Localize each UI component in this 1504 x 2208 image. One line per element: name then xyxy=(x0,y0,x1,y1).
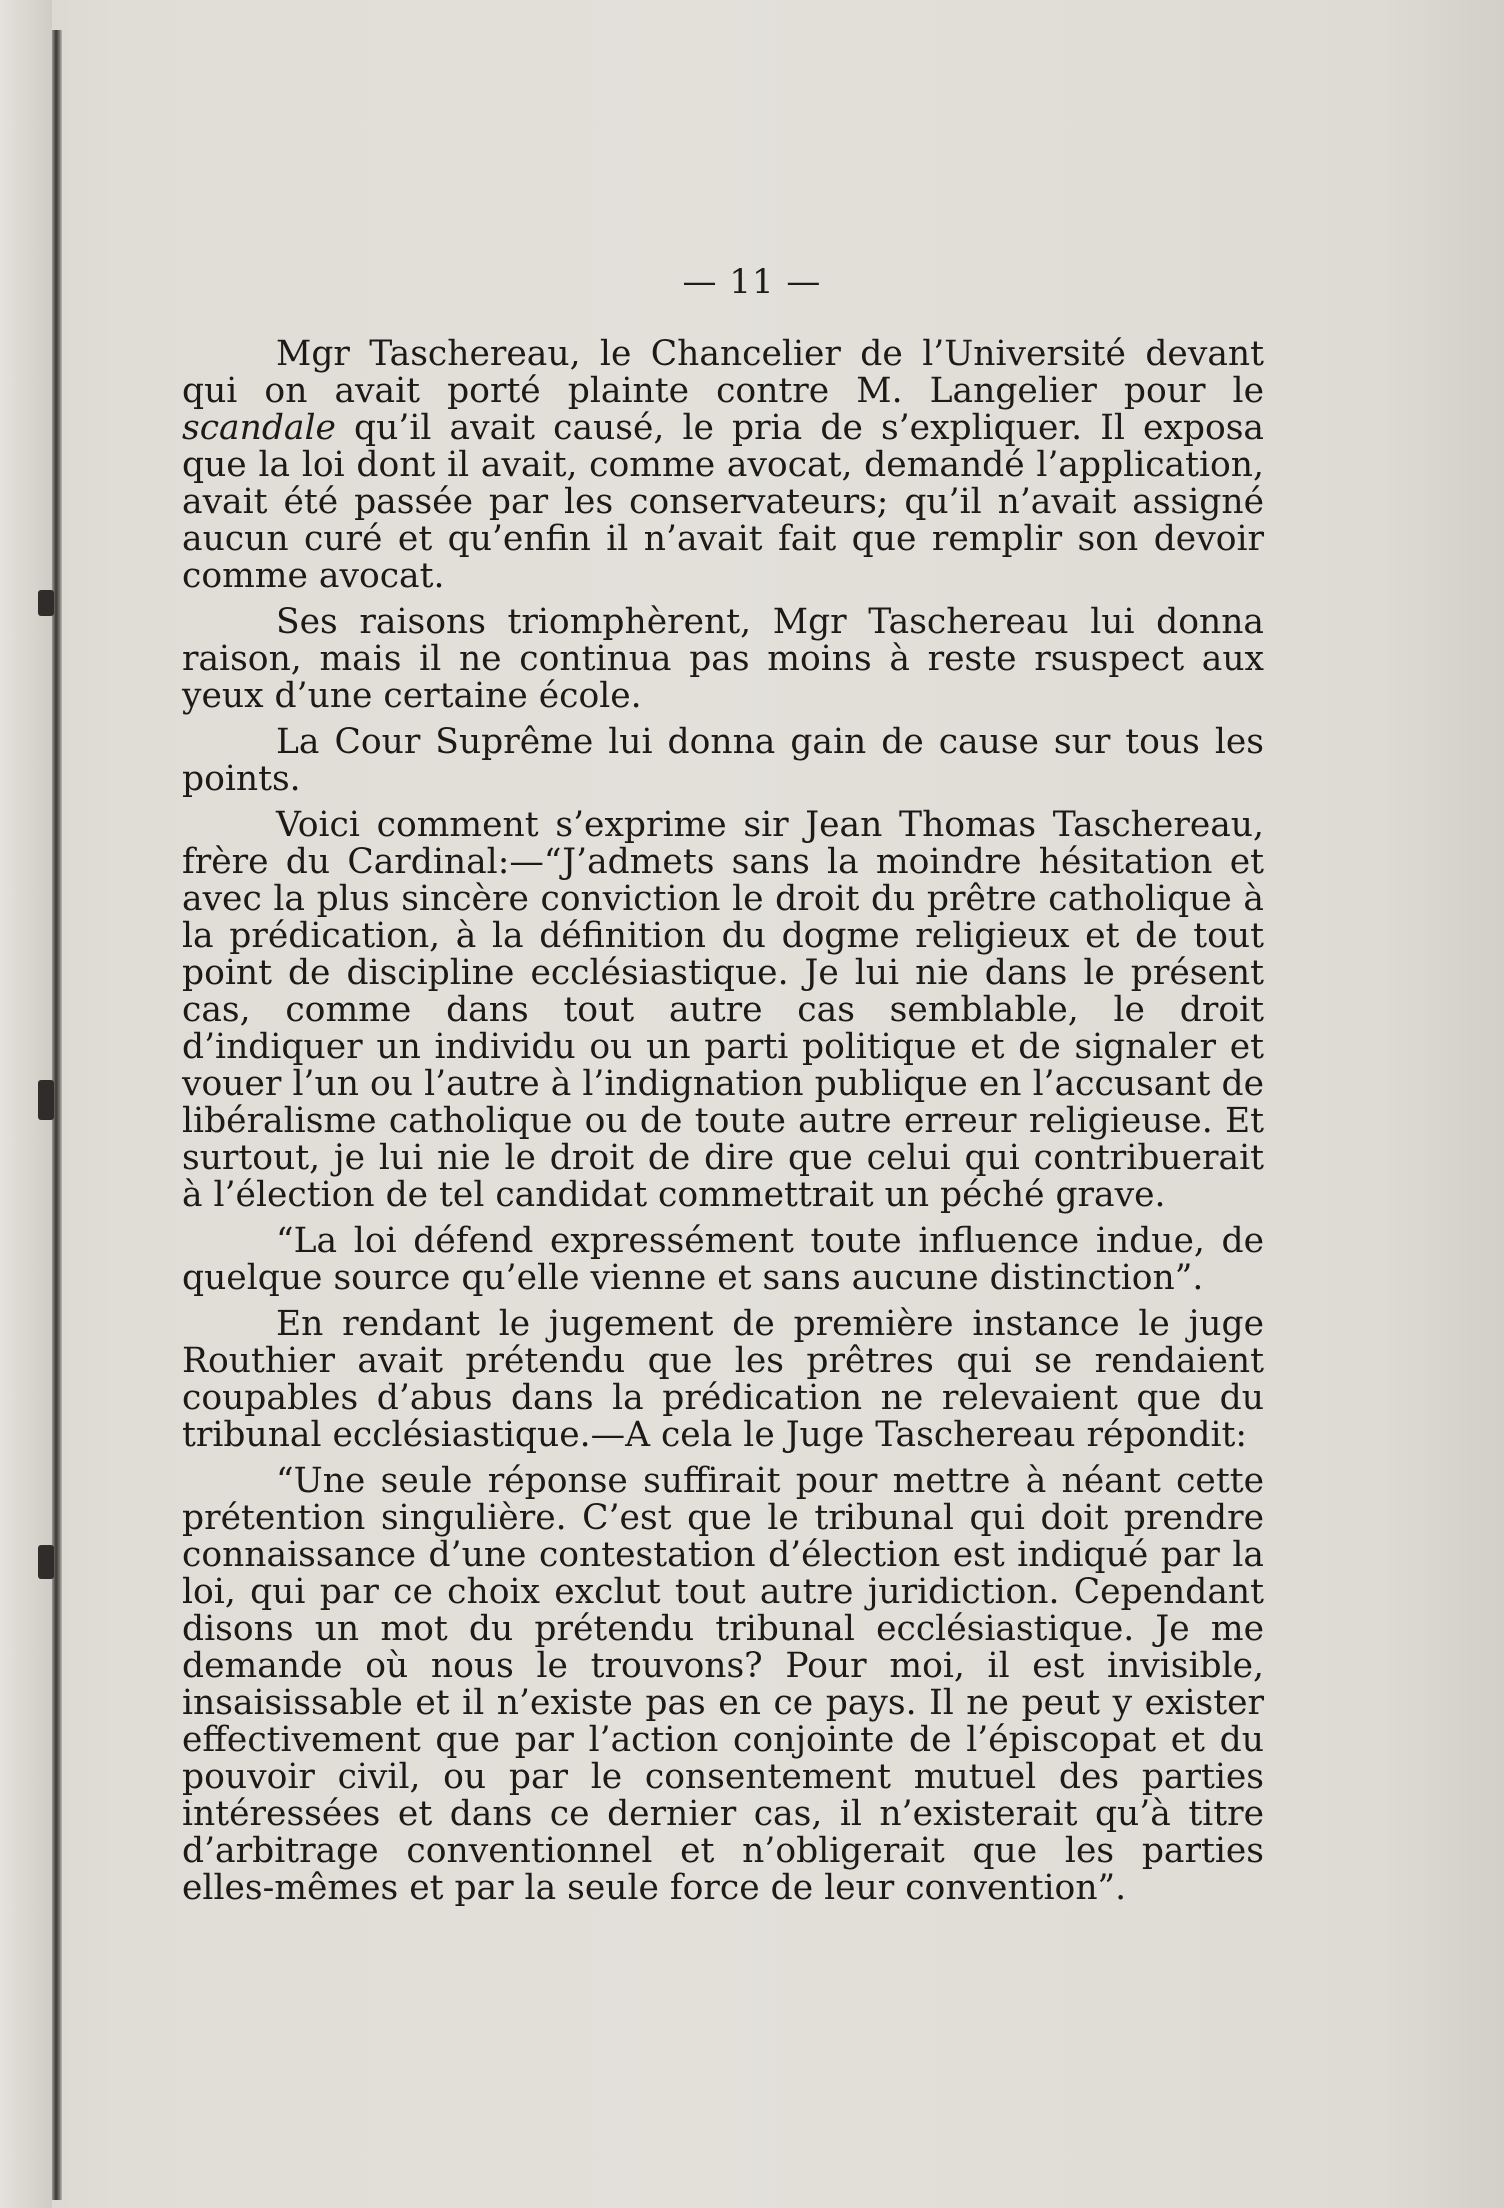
page-number: — 11 — xyxy=(682,262,822,302)
italic-word: scandale xyxy=(182,408,336,448)
paragraph: Ses raisons triomphèrent, Mgr Taschereau lui donna raison, mais il ne continua pas moins à reste rsuspect aux yeux d’une certaine école. xyxy=(182,602,1264,716)
paragraph-text: Mgr Taschereau, le Chancelier de l’Université devant qui on avait porté plainte contre M. Langelier pour le xyxy=(182,334,1264,411)
binding-mark xyxy=(38,1545,54,1579)
paragraph: Voici comment s’exprime sir Jean Thomas Taschereau, frère du Cardinal:—“J’admets sans la moindre hésitation et avec la plus sincère conviction le droit du prêtre catholique à la prédication, à la définition du dogme religieux et de tout point de discipline ecclésiastique. Je lui nie dans le présent cas, comme dans tout autre cas semblable, le droit d’indiquer un individu ou un parti politique et de signaler et vouer l’un ou l’autre à l’indignation publique en l’accusant de libéralisme catholique ou de toute autre erreur religieuse. Et surtout, je lui nie le droit de dire que celui qui contribuerait à l’élection de tel candidat commettrait un péché grave. xyxy=(182,805,1264,1215)
body-text xyxy=(182,336,1264,1916)
binding-mark xyxy=(38,1080,54,1120)
paragraph: “Une seule réponse suffirait pour mettre à néant cette prétention singulière. C’est que le tribunal qui doit prendre connaissance d’une contestation d’élection est indiqué par la loi, qui par ce choix exclut tout autre juridiction. Cependant disons un mot du prétendu tribunal ecclésiastique. Je me demande où nous le trouvons? Pour moi, il est invisible, insaisissable et il n’existe pas en ce pays. Il ne peut y exister effectivement que par l’action conjointe de l’épiscopat et du pouvoir civil, ou par le consentement mutuel des parties intéressées et dans ce dernier cas, il n’existerait qu’à titre d’arbitrage conventionnel et n’obligerait que les parties elles-mêmes et par la seule force de leur convention”. xyxy=(182,1461,1264,1908)
binding-mark xyxy=(38,590,54,616)
paragraph: La Cour Suprême lui donna gain de cause sur tous les points. xyxy=(182,722,1264,799)
paragraph-text: qu’il avait causé, le pria de s’expliquer. Il exposa que la loi dont il avait, comme avocat, demandé l’application, avait été passée par les conservateurs; qu’il n’avait assigné aucun curé et qu’enfin il n’avait fait que remplir son devoir comme avocat. xyxy=(182,408,1264,596)
paragraph: En rendant le jugement de première instance le juge Routhier avait prétendu que les prêtres qui se rendaient coupables d’abus dans la prédication ne relevaient que du tribunal ecclésiastique.—A cela le Juge Taschereau répondit: xyxy=(182,1304,1264,1455)
paragraph xyxy=(182,336,1264,595)
paragraph: “La loi défend expressément toute influence indue, de quelque source qu’elle vienne et sans aucune distinction”. xyxy=(182,1221,1264,1298)
